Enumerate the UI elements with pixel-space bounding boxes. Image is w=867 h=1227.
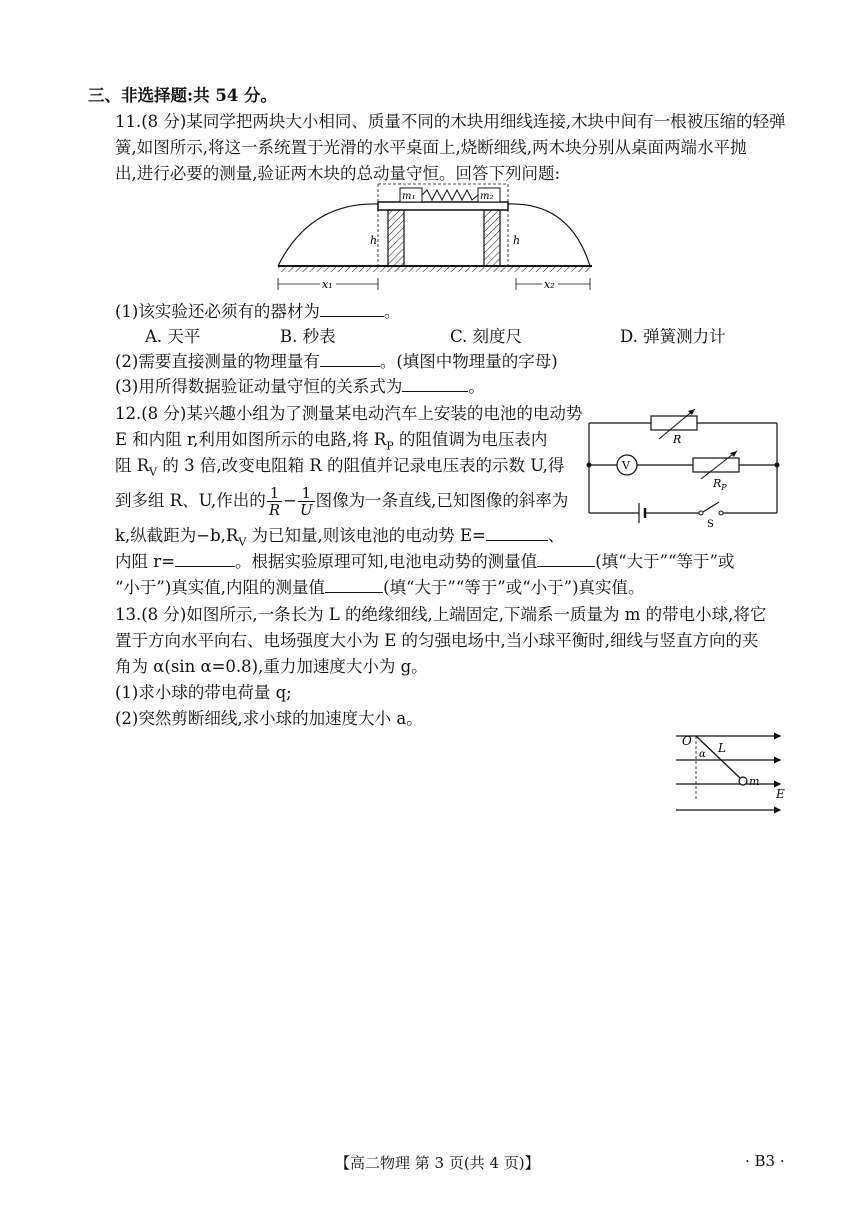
fig-m2-label: m₂ xyxy=(480,191,494,202)
option-a: A. 天平 xyxy=(145,327,201,346)
q13-field-figure xyxy=(672,728,790,818)
q11-figure xyxy=(270,184,600,300)
q13-line-3: 角为 α(sin α=0.8),重力加速度大小为 g。 xyxy=(115,657,428,676)
q13-line-2: 置于方向水平向右、电场强度大小为 E 的匀强电场中,当小球平衡时,细线与竖直方向的夹 xyxy=(115,631,759,650)
option-c: C. 刻度尺 xyxy=(450,327,523,346)
fig-h-right-label: h xyxy=(513,234,521,247)
q13-sub-2: (2)突然剪断细线,求小球的加速度大小 a。 xyxy=(115,709,423,728)
option-b: B. 秒表 xyxy=(280,327,336,346)
q12-line-2: E 和内阻 r,利用如图所示的电路,将 $R_P$ 的阻值调为电压表内 xyxy=(115,430,548,453)
q13-sub-1: (1)求小球的带电荷量 q; xyxy=(115,683,292,702)
fig-m-label: m xyxy=(749,775,760,788)
answer-blank[interactable] xyxy=(325,576,383,593)
answer-blank[interactable] xyxy=(320,300,384,317)
circuit-r-label: R xyxy=(673,433,682,446)
fraction-1-over-r: $\frac{1}{R}$ xyxy=(268,484,281,519)
fig-h-left-label: h xyxy=(370,234,378,247)
q11-sub-1: (1)该实验还必须有的器材为 。 xyxy=(115,302,401,321)
q12-line-7: “小于”)真实值,内阻的测量值 (填“大于”“等于”或“小于”)真实值。 xyxy=(115,578,645,597)
q11-line-2: 簧,如图所示,将这一系统置于光滑的水平桌面上,烧断细线,两木块分别从桌面两端水平抛 xyxy=(115,138,747,157)
page-code: · B3 · xyxy=(745,1152,785,1170)
circuit-voltmeter-label: V xyxy=(622,459,630,472)
q11-sub-2: (2)需要直接测量的物理量有 。(填图中物理量的字母) xyxy=(115,352,558,371)
q12-line-1: 12.(8 分)某兴趣小组为了测量某电动汽车上安装的电池的电动势 xyxy=(115,404,583,423)
q13-line-1: 13.(8 分)如图所示,一条长为 L 的绝缘细线,上端固定,下端系一质量为 m 的带电小球,将它 xyxy=(115,605,767,624)
fig-l-label: L xyxy=(718,741,726,755)
fig-o-label: O xyxy=(682,734,692,748)
answer-blank[interactable] xyxy=(537,550,595,567)
q11-line-1: 11.(8 分)某同学把两块大小相同、质量不同的木块用细线连接,木块中间有一根被压缩的轻弹 xyxy=(115,112,786,131)
fig-x1-label: x₁ xyxy=(322,278,333,291)
option-d: D. 弹簧测力计 xyxy=(620,327,726,346)
section-title: 三、非选择题:共 54 分。 xyxy=(88,86,278,105)
fig-x2-label: x₂ xyxy=(544,278,555,291)
fig-e-label: E xyxy=(776,787,785,801)
fraction-1-over-u: $\frac{1}{U}$ xyxy=(299,484,313,519)
fig-alpha-label: α xyxy=(699,749,706,760)
circuit-rp-label: $R_P$ xyxy=(713,477,727,492)
q12-circuit-figure xyxy=(585,405,785,530)
q12-line-6: 内阻 r= 。根据实验原理可知,电池电动势的测量值 (填“大于”“等于”或 xyxy=(115,552,735,571)
answer-blank[interactable] xyxy=(486,524,548,541)
circuit-switch-label: S xyxy=(707,519,714,530)
fig-m1-label: m₁ xyxy=(402,191,416,202)
q11-sub-3: (3)用所得数据验证动量守恒的关系式为 。 xyxy=(115,377,485,396)
q12-line-3: 阻 $R_V$ 的 3 倍,改变电阻箱 R 的阻值并记录电压表的示数 U,得 xyxy=(115,456,565,479)
answer-blank[interactable] xyxy=(402,375,468,392)
q12-line-5: k,纵截距为$-b,R_V$ 为已知量,则该电池的电动势 E= 、 xyxy=(115,526,565,549)
answer-blank[interactable] xyxy=(320,350,380,367)
q12-line-4: 到多组 R、U,作出的 $\frac{1}{R}$ − $\frac{1}{U}$ 图像为一条直线,已知图像的斜率为 xyxy=(115,484,569,519)
page-footer: 【高二物理 第 3 页(共 4 页)】 xyxy=(335,1154,540,1172)
q11-line-3: 出,进行必要的测量,验证两木块的总动量守恒。回答下列问题: xyxy=(115,164,561,183)
answer-blank[interactable] xyxy=(175,550,235,567)
